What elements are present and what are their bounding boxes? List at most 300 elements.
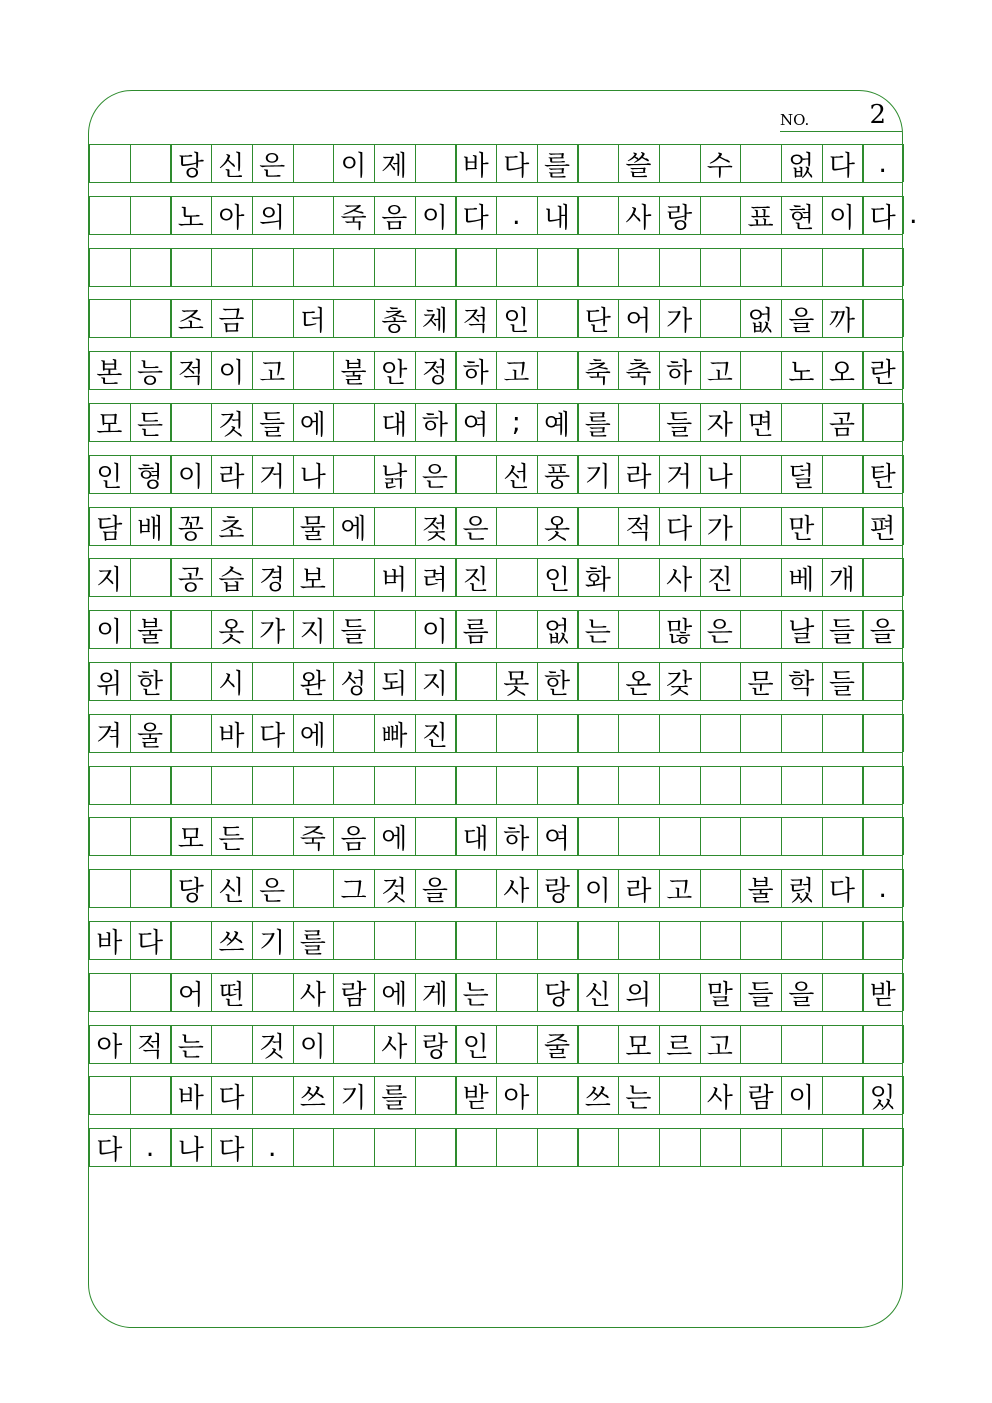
manuscript-cell: 바 (177, 1082, 204, 1114)
manuscript-cell (577, 766, 618, 804)
manuscript-cell: 게 (421, 979, 448, 1011)
manuscript-cell (170, 403, 211, 441)
manuscript-cell (415, 248, 456, 286)
manuscript-cell: 대 (381, 409, 408, 441)
manuscript-cell: 곰 (828, 409, 855, 441)
manuscript-cell (700, 921, 741, 959)
manuscript-cell: 능 (136, 357, 164, 389)
manuscript-cell (781, 1025, 822, 1063)
manuscript-cell: 하 (666, 357, 693, 389)
manuscript-cell: 신 (218, 150, 245, 182)
manuscript-cell: 다 (869, 202, 896, 234)
grid-line (89, 389, 903, 390)
manuscript-cell (130, 558, 171, 596)
manuscript-cell: 면 (747, 409, 774, 441)
manuscript-cell (252, 1076, 293, 1114)
manuscript-cell: 적 (462, 305, 489, 337)
manuscript-cell: 버 (381, 564, 408, 596)
manuscript-cell: 음 (381, 202, 408, 234)
manuscript-cell (659, 817, 700, 855)
manuscript-cell: 은 (421, 461, 448, 493)
manuscript-cell: 형 (136, 461, 164, 493)
manuscript-cell (89, 869, 130, 907)
manuscript-cell: 축 (584, 357, 611, 389)
manuscript-cell (700, 869, 741, 907)
grid-line (903, 248, 904, 286)
manuscript-cell: 배 (136, 513, 164, 545)
manuscript-cell: 경 (259, 564, 286, 596)
manuscript-cell: 를 (381, 1082, 408, 1114)
grid-line (89, 648, 903, 649)
manuscript-cell: 담 (96, 513, 123, 545)
grid-line (89, 182, 903, 183)
manuscript-cell: 들 (828, 668, 855, 700)
grid-line (903, 144, 904, 182)
manuscript-cell (659, 766, 700, 804)
manuscript-row (89, 921, 903, 959)
manuscript-cell (211, 248, 252, 286)
manuscript-cell: 라 (625, 461, 652, 493)
manuscript-cell (700, 248, 741, 286)
manuscript-cell: 렀 (788, 875, 815, 907)
manuscript-row (89, 1128, 903, 1166)
manuscript-cell: 수 (706, 150, 733, 182)
manuscript-cell: 옷 (543, 513, 571, 545)
manuscript-cell: 인 (462, 1031, 489, 1063)
manuscript-cell: 기 (584, 461, 611, 493)
manuscript-cell (496, 610, 537, 648)
manuscript-row (89, 714, 903, 752)
manuscript-cell: 는 (462, 979, 489, 1011)
manuscript-cell: 들 (747, 979, 774, 1011)
manuscript-cell (618, 766, 659, 804)
manuscript-cell (862, 1128, 903, 1166)
manuscript-cell: 진 (462, 564, 489, 596)
manuscript-cell (781, 714, 822, 752)
manuscript-cell: 본 (96, 357, 123, 389)
manuscript-cell: 지 (299, 616, 326, 648)
manuscript-cell: 개 (828, 564, 855, 596)
manuscript-cell: 이 (96, 616, 123, 648)
manuscript-cell: 을 (421, 875, 448, 907)
manuscript-cell (537, 1128, 578, 1166)
manuscript-cell (618, 1128, 659, 1166)
manuscript-cell (170, 766, 211, 804)
manuscript-cell (537, 921, 578, 959)
manuscript-cell: 더 (299, 305, 326, 337)
manuscript-cell: 예 (543, 409, 571, 441)
manuscript-cell (455, 921, 496, 959)
manuscript-cell: 다 (96, 1134, 123, 1166)
grid-line (89, 1166, 903, 1167)
manuscript-cell (252, 766, 293, 804)
manuscript-row (89, 196, 903, 234)
manuscript-cell: 되 (381, 668, 408, 700)
grid-line (89, 752, 903, 753)
manuscript-cell (659, 144, 700, 182)
manuscript-cell: 적 (177, 357, 204, 389)
manuscript-cell (618, 714, 659, 752)
grid-line (903, 403, 904, 441)
manuscript-cell (740, 1128, 781, 1166)
manuscript-cell (700, 817, 741, 855)
manuscript-cell (659, 714, 700, 752)
manuscript-cell: 람 (747, 1082, 774, 1114)
manuscript-cell (781, 766, 822, 804)
manuscript-cell: 단 (584, 305, 611, 337)
manuscript-cell: 바 (462, 150, 489, 182)
manuscript-cell: 는 (625, 1082, 652, 1114)
manuscript-cell: 여 (543, 823, 571, 855)
manuscript-cell: 아 (503, 1082, 530, 1114)
manuscript-cell: 들 (666, 409, 693, 441)
manuscript-cell: 적 (136, 1031, 164, 1063)
manuscript-cell (455, 662, 496, 700)
manuscript-cell: 이 (421, 616, 448, 648)
manuscript-cell: 만 (788, 513, 815, 545)
manuscript-cell: 다 (218, 1134, 245, 1166)
grid-line (903, 507, 904, 545)
manuscript-cell: 이 (299, 1031, 326, 1063)
manuscript-cell: 받 (462, 1082, 489, 1114)
manuscript-cell (293, 1128, 334, 1166)
manuscript-cell (211, 1025, 252, 1063)
manuscript-cell (618, 403, 659, 441)
manuscript-cell (455, 714, 496, 752)
manuscript-cell (659, 248, 700, 286)
manuscript-cell (862, 766, 903, 804)
manuscript-cell: . (512, 199, 521, 231)
manuscript-cell (822, 817, 863, 855)
manuscript-row (89, 558, 903, 596)
manuscript-cell (659, 1128, 700, 1166)
manuscript-cell (415, 921, 456, 959)
manuscript-cell: 쓸 (625, 150, 652, 182)
manuscript-cell (415, 1128, 456, 1166)
manuscript-cell (415, 144, 456, 182)
manuscript-cell: 람 (340, 979, 367, 1011)
manuscript-cell: 의 (259, 202, 286, 234)
manuscript-cell: 울 (136, 720, 164, 752)
manuscript-cell (659, 973, 700, 1011)
manuscript-cell (455, 455, 496, 493)
manuscript-cell: 있 (869, 1082, 896, 1114)
manuscript-cell: 모 (96, 409, 123, 441)
manuscript-cell (455, 248, 496, 286)
manuscript-row (89, 817, 903, 855)
manuscript-cell: 베 (788, 564, 815, 596)
manuscript-cell: 날 (788, 616, 815, 648)
manuscript-cell: 를 (543, 150, 571, 182)
manuscript-cell: 랑 (543, 875, 571, 907)
grid-line (89, 234, 903, 235)
grid-line (903, 455, 904, 493)
manuscript-cell: 이 (828, 202, 855, 234)
manuscript-cell (537, 1076, 578, 1114)
manuscript-cell: 을 (788, 979, 815, 1011)
manuscript-cell: 가 (666, 305, 693, 337)
manuscript-cell (89, 973, 130, 1011)
manuscript-row (89, 1076, 903, 1114)
grid-line (903, 610, 904, 648)
manuscript-cell: 라 (218, 461, 245, 493)
manuscript-cell (252, 817, 293, 855)
grid-line (903, 1025, 904, 1063)
manuscript-cell: 르 (666, 1031, 693, 1063)
manuscript-cell: 다 (462, 202, 489, 234)
manuscript-cell (496, 714, 537, 752)
manuscript-cell (537, 248, 578, 286)
manuscript-cell (740, 610, 781, 648)
manuscript-cell (577, 817, 618, 855)
grid-line (903, 766, 904, 804)
manuscript-cell: 떤 (218, 979, 245, 1011)
manuscript-cell (862, 921, 903, 959)
grid-line (903, 817, 904, 855)
manuscript-cell: 불 (136, 616, 164, 648)
manuscript-cell (293, 248, 334, 286)
manuscript-cell: 습 (218, 564, 245, 596)
manuscript-cell: 옷 (218, 616, 245, 648)
manuscript-cell (822, 455, 863, 493)
manuscript-cell: 줄 (543, 1031, 571, 1063)
manuscript-cell: 시 (218, 668, 245, 700)
manuscript-cell: 여 (462, 409, 489, 441)
grid-line (903, 714, 904, 752)
manuscript-cell (130, 817, 171, 855)
manuscript-cell (577, 248, 618, 286)
manuscript-cell (455, 869, 496, 907)
grid-line (89, 700, 903, 701)
manuscript-cell: 탄 (869, 461, 896, 493)
manuscript-cell (455, 1128, 496, 1166)
manuscript-cell (496, 507, 537, 545)
manuscript-cell: 아 (218, 202, 245, 234)
manuscript-cell: 금 (218, 305, 245, 337)
manuscript-cell: 겨 (96, 720, 123, 752)
manuscript-cell: 사 (381, 1031, 408, 1063)
manuscript-cell (740, 1025, 781, 1063)
manuscript-cell: 갖 (666, 668, 693, 700)
manuscript-cell: 쓰 (218, 927, 245, 959)
manuscript-cell: 고 (666, 875, 693, 907)
manuscript-cell (862, 248, 903, 286)
grid-line (903, 351, 904, 389)
manuscript-cell: 려 (421, 564, 448, 596)
manuscript-cell: 이 (584, 875, 611, 907)
manuscript-cell (700, 299, 741, 337)
manuscript-cell: 사 (503, 875, 530, 907)
manuscript-cell (130, 248, 171, 286)
manuscript-cell: 쓰 (584, 1082, 611, 1114)
manuscript-cell: 인 (503, 305, 530, 337)
grid-line (903, 662, 904, 700)
manuscript-cell: 어 (625, 305, 652, 337)
manuscript-cell (333, 455, 374, 493)
grid-line (903, 299, 904, 337)
manuscript-cell (577, 1025, 618, 1063)
manuscript-cell: 표 (747, 202, 774, 234)
manuscript-cell: 는 (177, 1031, 204, 1063)
grid-line (903, 558, 904, 596)
manuscript-cell: 가 (259, 616, 286, 648)
manuscript-cell: 은 (259, 875, 286, 907)
manuscript-cell: 모 (625, 1031, 652, 1063)
manuscript-cell: 완 (299, 668, 326, 700)
manuscript-cell (577, 662, 618, 700)
manuscript-cell (252, 299, 293, 337)
grid-line (89, 596, 903, 597)
manuscript-cell: 당 (177, 875, 204, 907)
manuscript-cell: 기 (340, 1082, 367, 1114)
manuscript-cell (170, 662, 211, 700)
manuscript-cell (618, 610, 659, 648)
manuscript-cell (374, 766, 415, 804)
manuscript-cell: 노 (788, 357, 815, 389)
grid-line (89, 337, 903, 338)
manuscript-cell: 빠 (381, 720, 408, 752)
manuscript-cell (862, 714, 903, 752)
manuscript-row (89, 507, 903, 545)
manuscript-cell: 축 (625, 357, 652, 389)
manuscript-cell: 초 (218, 513, 245, 545)
grid-line (89, 804, 903, 805)
manuscript-cell (700, 1128, 741, 1166)
manuscript-row (89, 610, 903, 648)
grid-line (903, 196, 904, 234)
grid-line (89, 441, 903, 442)
manuscript-cell: . (878, 872, 887, 904)
manuscript-cell (89, 299, 130, 337)
manuscript-cell: 란 (869, 357, 896, 389)
manuscript-row (89, 403, 903, 441)
margin-overflow-mark: . (909, 199, 918, 230)
manuscript-cell (333, 1128, 374, 1166)
manuscript-cell (496, 248, 537, 286)
manuscript-cell (862, 558, 903, 596)
manuscript-cell (740, 455, 781, 493)
manuscript-cell: 사 (666, 564, 693, 596)
manuscript-cell: 조 (177, 305, 204, 337)
manuscript-cell (740, 248, 781, 286)
manuscript-cell: 내 (543, 202, 571, 234)
manuscript-cell: . (878, 147, 887, 179)
manuscript-cell: 신 (218, 875, 245, 907)
manuscript-cell: 에 (340, 513, 367, 545)
manuscript-cell (496, 766, 537, 804)
manuscript-cell (537, 299, 578, 337)
manuscript-cell (781, 403, 822, 441)
manuscript-cell: 진 (706, 564, 733, 596)
manuscript-cell: 다 (503, 150, 530, 182)
manuscript-cell: 사 (625, 202, 652, 234)
grid-line (903, 869, 904, 907)
manuscript-cell (293, 766, 334, 804)
grid-line (89, 545, 903, 546)
manuscript-cell: 든 (218, 823, 245, 855)
manuscript-cell (740, 766, 781, 804)
manuscript-cell: 것 (259, 1031, 286, 1063)
manuscript-cell: 바 (218, 720, 245, 752)
manuscript-cell: 을 (788, 305, 815, 337)
manuscript-cell (130, 1076, 171, 1114)
manuscript-cell: 사 (299, 979, 326, 1011)
manuscript-cell (252, 973, 293, 1011)
manuscript-cell: 음 (340, 823, 367, 855)
manuscript-cell: 고 (503, 357, 530, 389)
manuscript-cell (496, 558, 537, 596)
manuscript-cell: 것 (381, 875, 408, 907)
manuscript-cell (333, 921, 374, 959)
grid-line (903, 973, 904, 1011)
manuscript-cell: 의 (625, 979, 652, 1011)
page-number-label: NO. (780, 111, 810, 129)
manuscript-cell (577, 507, 618, 545)
manuscript-cell: 진 (421, 720, 448, 752)
manuscript-row (89, 299, 903, 337)
manuscript-cell: 든 (136, 409, 164, 441)
manuscript-cell (455, 766, 496, 804)
manuscript-cell (822, 766, 863, 804)
manuscript-cell (822, 248, 863, 286)
manuscript-cell (415, 817, 456, 855)
manuscript-cell: 안 (381, 357, 408, 389)
manuscript-cell (130, 766, 171, 804)
manuscript-cell (537, 351, 578, 389)
manuscript-row (89, 973, 903, 1011)
manuscript-cell: 것 (218, 409, 245, 441)
manuscript-cell: 온 (625, 668, 652, 700)
manuscript-row (89, 662, 903, 700)
manuscript-cell (537, 714, 578, 752)
manuscript-cell: 을 (869, 616, 896, 648)
manuscript-cell (740, 558, 781, 596)
manuscript-cell (89, 817, 130, 855)
manuscript-cell (415, 766, 456, 804)
manuscript-cell: 하 (462, 357, 489, 389)
manuscript-cell: 자 (706, 409, 733, 441)
manuscript-cell: 아 (96, 1031, 123, 1063)
manuscript-cell (781, 248, 822, 286)
manuscript-cell (374, 248, 415, 286)
manuscript-cell (659, 1076, 700, 1114)
manuscript-cell: 당 (177, 150, 204, 182)
manuscript-cell (822, 714, 863, 752)
manuscript-cell: 꽁 (177, 513, 204, 545)
manuscript-cell: 당 (543, 979, 571, 1011)
manuscript-cell: 한 (136, 668, 164, 700)
manuscript-row (89, 869, 903, 907)
manuscript-cell: 없 (543, 616, 571, 648)
manuscript-cell (333, 558, 374, 596)
manuscript-cell (740, 817, 781, 855)
manuscript-cell: 나 (706, 461, 733, 493)
manuscript-cell (496, 973, 537, 1011)
manuscript-cell: 까 (828, 305, 855, 337)
manuscript-cell (130, 869, 171, 907)
manuscript-cell (374, 610, 415, 648)
grid-line (903, 1128, 904, 1166)
manuscript-cell: 보 (299, 564, 326, 596)
manuscript-cell (781, 817, 822, 855)
manuscript-cell: 학 (788, 668, 815, 700)
grid-line (89, 959, 903, 960)
manuscript-cell: 라 (625, 875, 652, 907)
manuscript-cell (700, 714, 741, 752)
manuscript-cell (130, 196, 171, 234)
grid-line (89, 493, 903, 494)
manuscript-cell (618, 921, 659, 959)
